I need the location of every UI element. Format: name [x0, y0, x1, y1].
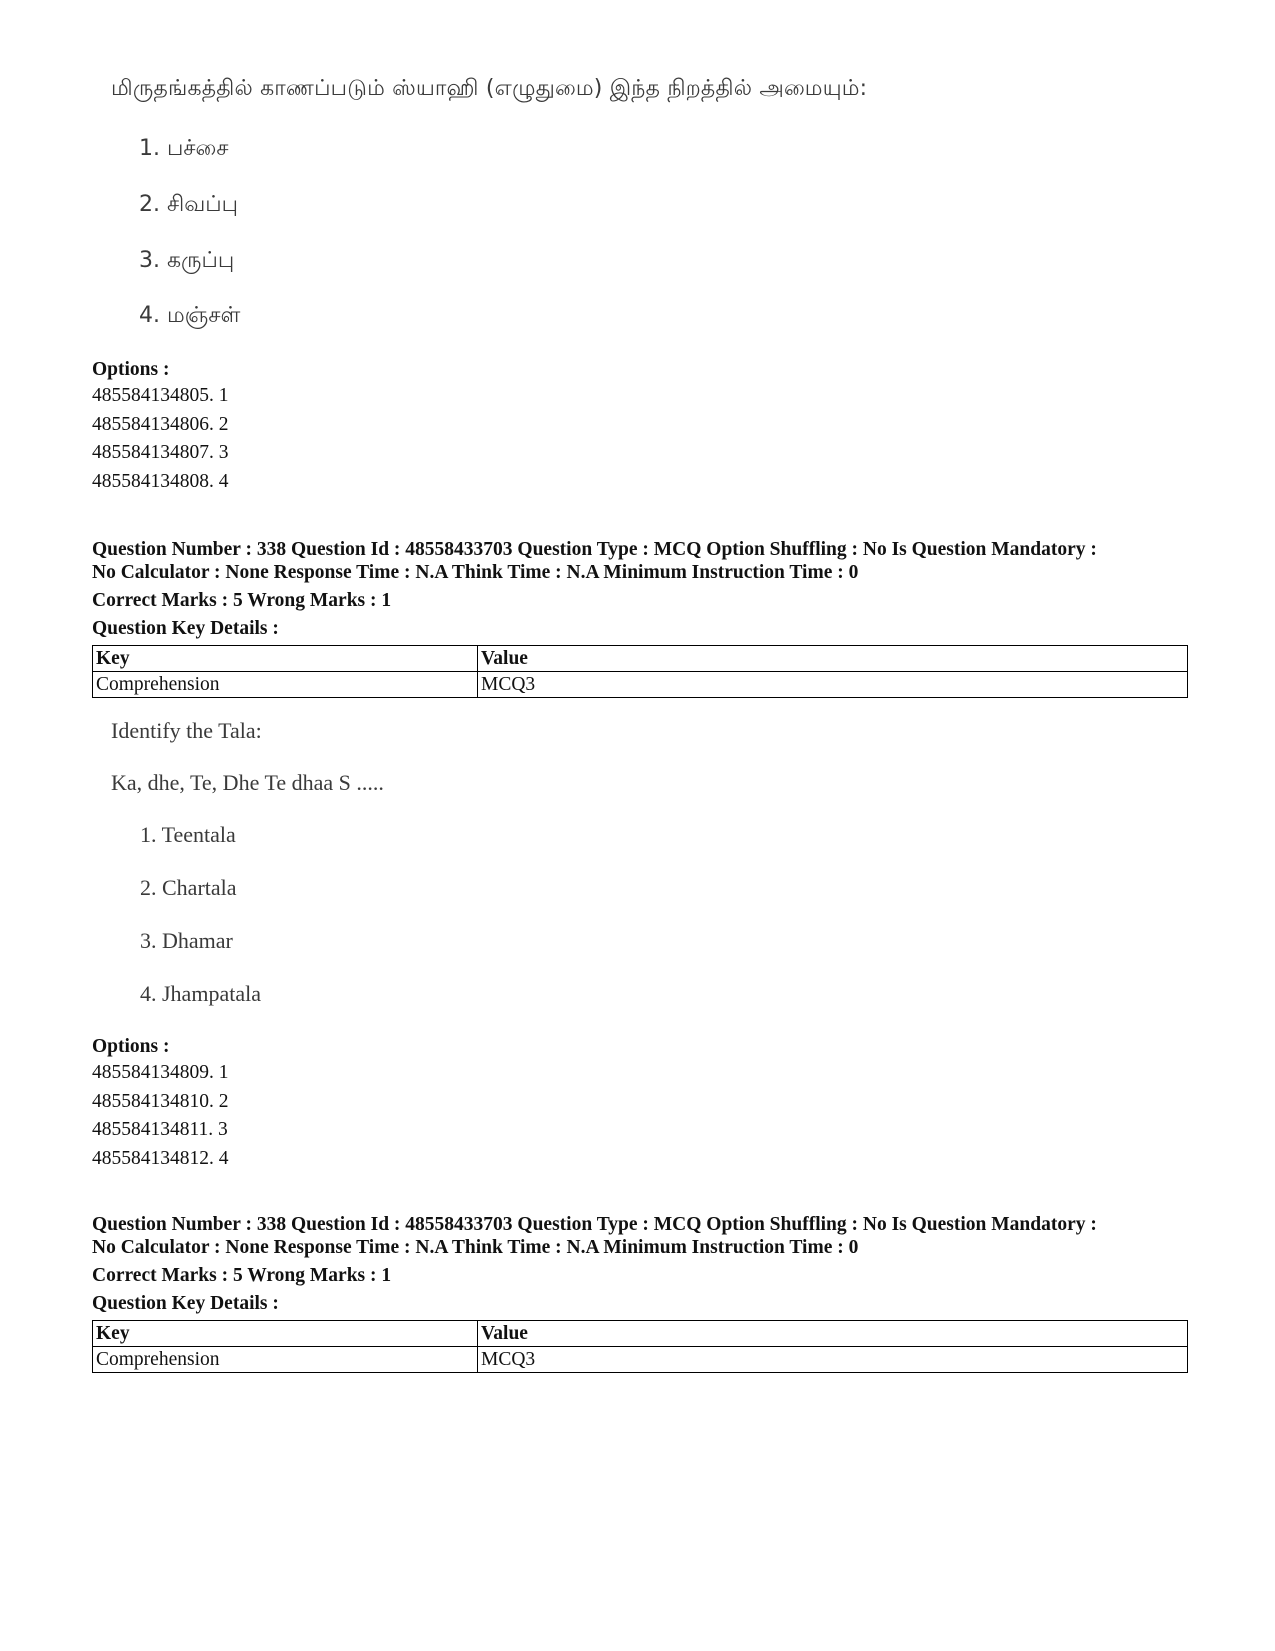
question-3-meta-line-1: Question Number : 338 Question Id : 48558433703 Question Type : MCQ Option Shuffling : No Is Question Mandatory :	[92, 1214, 1097, 1235]
option-id: 485584134811. 3	[92, 1119, 228, 1140]
question-2-prompt: Identify the Tala:	[111, 718, 262, 743]
question-1-text: மிருதங்கத்தில் காணப்படும் ஸ்யாஹி (எழுதுமை) இந்த நிறத்தில் அமையும்:	[111, 76, 868, 101]
question-2-options-list	[92, 1059, 229, 1173]
question-3-key-details-label: Question Key Details :	[92, 1293, 279, 1314]
question-2-bols: Ka, dhe, Te, Dhe Te dhaa S .....	[111, 770, 384, 795]
question-2-key-details-label: Question Key Details :	[92, 618, 279, 639]
question-2-options-label: Options :	[92, 1036, 170, 1057]
table-header-key: Key	[93, 1321, 478, 1347]
option-id: 485584134809. 1	[92, 1062, 229, 1083]
question-2-key-table	[92, 645, 1188, 698]
question-1-choice-1: 1. பச்சை	[139, 136, 229, 161]
option-id: 485584134812. 4	[92, 1147, 229, 1169]
question-3-meta-line-2: No Calculator : None Response Time : N.A Think Time : N.A Minimum Instruction Time : 0	[92, 1237, 859, 1258]
option-id: 485584134810. 2	[92, 1090, 229, 1112]
option-id: 485584134805. 1	[92, 385, 229, 406]
table-row	[93, 672, 1188, 698]
table-header-row	[93, 1321, 1188, 1347]
table-cell-value: MCQ3	[478, 1347, 1188, 1373]
option-id: 485584134806. 2	[92, 413, 229, 435]
question-3-marks: Correct Marks : 5 Wrong Marks : 1	[92, 1265, 392, 1286]
question-2-choice-1: 1. Teentala	[140, 822, 236, 847]
question-1-choice-4: 4. மஞ்சள்	[139, 303, 241, 328]
option-id: 485584134808. 4	[92, 470, 229, 492]
table-cell-value: MCQ3	[478, 672, 1188, 698]
question-1-options-list	[92, 382, 229, 496]
table-header-key: Key	[93, 646, 478, 672]
table-header-row	[93, 646, 1188, 672]
question-3-key-table	[92, 1320, 1188, 1373]
question-2-choice-3: 3. Dhamar	[140, 928, 233, 953]
question-2-choice-4: 4. Jhampatala	[140, 981, 261, 1006]
table-header-value: Value	[478, 1321, 1188, 1347]
question-1-choice-3: 3. கருப்பு	[139, 248, 235, 273]
table-row	[93, 1347, 1188, 1373]
table-cell-key: Comprehension	[93, 1347, 478, 1373]
question-1-options-label: Options :	[92, 359, 170, 380]
question-2-meta-line-2: No Calculator : None Response Time : N.A Think Time : N.A Minimum Instruction Time : 0	[92, 562, 859, 583]
option-id: 485584134807. 3	[92, 442, 229, 463]
question-2-meta-line-1: Question Number : 338 Question Id : 48558433703 Question Type : MCQ Option Shuffling : No Is Question Mandatory :	[92, 539, 1097, 560]
question-1-choice-2: 2. சிவப்பு	[139, 192, 239, 217]
question-2-choice-2: 2. Chartala	[140, 875, 237, 900]
question-2-marks: Correct Marks : 5 Wrong Marks : 1	[92, 590, 392, 611]
table-cell-key: Comprehension	[93, 672, 478, 698]
table-header-value: Value	[478, 646, 1188, 672]
